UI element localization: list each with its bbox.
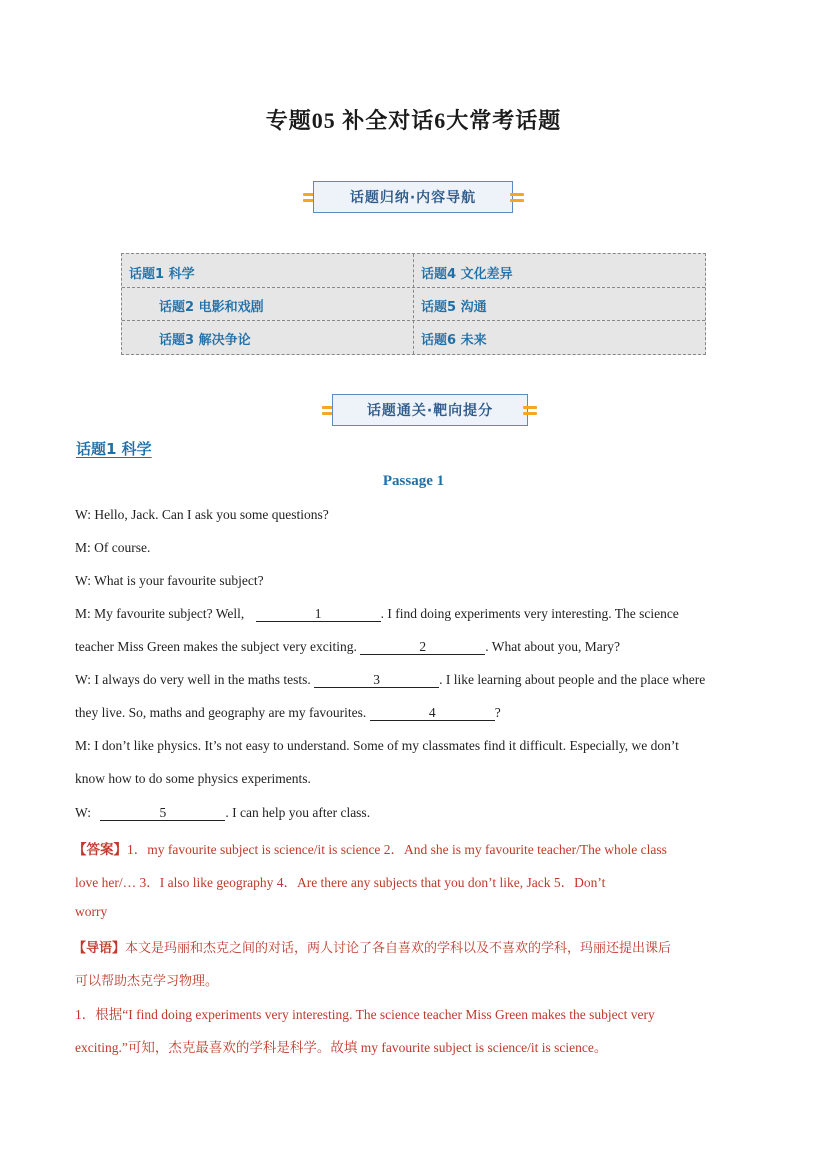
passage-title: Passage 1 [382, 473, 445, 489]
blank-5: 5 [100, 806, 225, 821]
topic-item: 话题4 文化差异 [421, 267, 513, 282]
dialogue-line [75, 639, 620, 655]
dialogue-text: . What about you, Mary? [485, 639, 620, 654]
blank-3: 3 [314, 673, 439, 688]
dialogue-line [75, 606, 679, 622]
dialogue-line: W: Hello, Jack. Can I ask you some questions? [75, 507, 329, 522]
topic-item: 话题1 科学 [129, 267, 195, 282]
banner-right-mark [510, 193, 524, 196]
section-banner-practice [322, 394, 538, 428]
topic-table [121, 253, 706, 355]
dialogue-line [75, 805, 370, 821]
dialogue-text: teacher Miss Green makes the subject very exciting. [75, 639, 361, 654]
topic-item: 话题5 沟通 [421, 300, 487, 315]
dialogue-line: M: Of course. [75, 540, 151, 555]
answer-label: 【答案】 [73, 842, 127, 858]
topic-item: 话题3 解决争论 [159, 333, 251, 348]
document-title: 专题05 补全对话6大常考话题 [265, 108, 562, 133]
answer-line: love her/… 3．I also like geography 4．Are there any subjects that you don’t like, Jack 5．Don’t [75, 875, 606, 890]
banner-label: 话题通关·靶向提分 [332, 394, 528, 426]
guide-line [73, 937, 671, 956]
answer-line: worry [75, 904, 108, 919]
dialogue-line: M: I don’t like physics. It’s not easy to understand. Some of my classmates find it difficult. Especially, we don’t [75, 738, 679, 753]
dialogue-line: know how to do some physics experiments. [75, 771, 311, 786]
answer-text: 1．my favourite subject is science/it is science 2．And she is my favourite teacher/The whole class [127, 842, 667, 857]
banner-right-mark [523, 406, 537, 409]
blank-2: 2 [360, 640, 485, 655]
guide-label: 【导语】 [73, 941, 126, 956]
dialogue-line [75, 672, 705, 688]
section-banner-navigation [303, 181, 525, 215]
guide-text: 本文是玛丽和杰克之间的对话，两人讨论了各自喜欢的学科以及不喜欢的学科，玛丽还提出课后 [125, 941, 672, 956]
explanation-line: 1．根据“I find doing experiments very interesting. The science teacher Miss Green makes the subject very [75, 1007, 655, 1022]
banner-right-mark [510, 199, 524, 202]
table-divider [122, 320, 705, 321]
dialogue-text: . I can help you after class. [225, 805, 371, 820]
dialogue-text: ? [494, 705, 501, 720]
blank-4: 4 [370, 706, 495, 721]
section-heading: 话题1 科学 [76, 440, 152, 458]
dialogue-text: M: My favourite subject? Well, [75, 606, 248, 621]
table-divider [413, 254, 414, 354]
dialogue-text: . I like learning about people and the place where [439, 672, 706, 687]
guide-line: 可以帮助杰克学习物理。 [75, 974, 219, 989]
dialogue-text: they live. So, maths and geography are my favourites. [75, 705, 370, 720]
dialogue-text: . I find doing experiments very interesting. The science [380, 606, 679, 621]
dialogue-line [75, 705, 501, 721]
dialogue-line: W: What is your favourite subject? [75, 573, 264, 588]
banner-label: 话题归纳·内容导航 [313, 181, 513, 213]
explanation-line: exciting.”可知，杰克最喜欢的学科是科学。故填 my favourite subject is science/it is science。 [75, 1040, 608, 1055]
dialogue-text: W: I always do very well in the maths tests. [75, 672, 315, 687]
topic-item: 话题6 未来 [421, 333, 487, 348]
table-divider [122, 287, 705, 288]
topic-item: 话题2 电影和戏剧 [159, 300, 264, 315]
banner-right-mark [523, 412, 537, 415]
answer-line [73, 838, 667, 858]
blank-1: 1 [256, 607, 381, 622]
dialogue-text: W: [75, 805, 95, 820]
